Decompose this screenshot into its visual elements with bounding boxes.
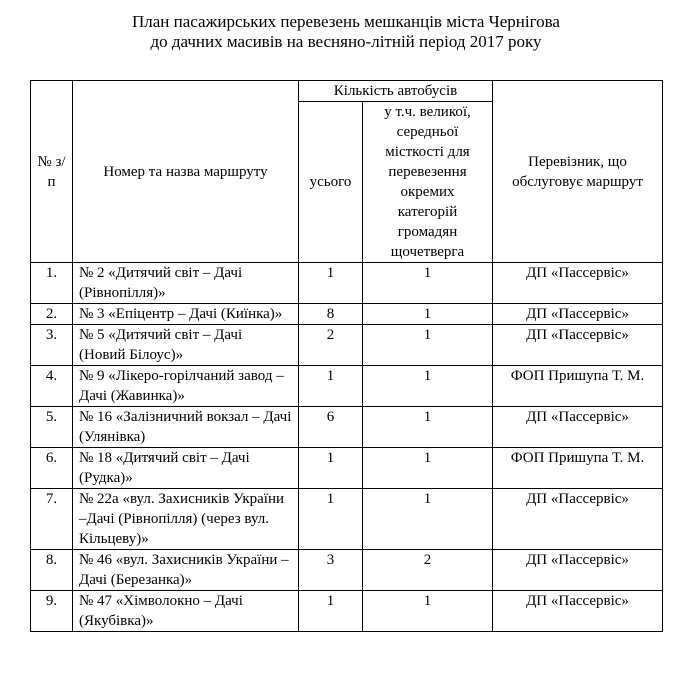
row-large: 1 xyxy=(363,263,493,304)
row-large: 1 xyxy=(363,591,493,632)
row-total: 1 xyxy=(299,489,363,550)
row-carrier: ДП «Пассервіс» xyxy=(493,489,663,550)
row-route: № 47 «Хімволокно – Дачі (Якубівка)» xyxy=(73,591,299,632)
row-num: 2. xyxy=(31,304,73,325)
row-route: № 18 «Дитячий світ – Дачі (Рудка)» xyxy=(73,448,299,489)
row-num: 1. xyxy=(31,263,73,304)
header-num: № з/п xyxy=(31,81,73,263)
table-row xyxy=(31,263,663,304)
table-row xyxy=(31,407,663,448)
table-row xyxy=(31,448,663,489)
row-total: 1 xyxy=(299,366,363,407)
row-large: 1 xyxy=(363,489,493,550)
table-row xyxy=(31,550,663,591)
row-carrier: ДП «Пассервіс» xyxy=(493,325,663,366)
row-total: 2 xyxy=(299,325,363,366)
table-row xyxy=(31,489,663,550)
routes-table xyxy=(30,80,663,632)
row-carrier: ДП «Пассервіс» xyxy=(493,304,663,325)
row-large: 1 xyxy=(363,325,493,366)
header-route: Номер та назва маршруту xyxy=(73,81,299,263)
row-large: 2 xyxy=(363,550,493,591)
row-route: № 46 «вул. Захисників України – Дачі (Березанка)» xyxy=(73,550,299,591)
row-route: № 22а «вул. Захисників України –Дачі (Рівнопілля) (через вул. Кільцеву)» xyxy=(73,489,299,550)
header-large: у т.ч. великої, середньої місткості для перевезення окремих категорій громадян щочетверга xyxy=(363,102,493,263)
row-total: 6 xyxy=(299,407,363,448)
row-carrier: ДП «Пассервіс» xyxy=(493,263,663,304)
row-total: 3 xyxy=(299,550,363,591)
title-line-1: План пасажирських перевезень мешканців міста Чернігова xyxy=(132,12,560,31)
row-num: 9. xyxy=(31,591,73,632)
row-num: 4. xyxy=(31,366,73,407)
row-route: № 16 «Залізничний вокзал – Дачі (Улянівка) xyxy=(73,407,299,448)
row-carrier: ДП «Пассервіс» xyxy=(493,550,663,591)
row-total: 1 xyxy=(299,448,363,489)
row-num: 7. xyxy=(31,489,73,550)
row-large: 1 xyxy=(363,304,493,325)
table-row xyxy=(31,366,663,407)
row-route: № 3 «Епіцентр – Дачі (Киїнка)» xyxy=(73,304,299,325)
row-num: 3. xyxy=(31,325,73,366)
row-large: 1 xyxy=(363,448,493,489)
header-total: усього xyxy=(299,102,363,263)
header-buses-group: Кількість автобусів xyxy=(299,81,493,102)
row-carrier: ДП «Пассервіс» xyxy=(493,407,663,448)
table-row xyxy=(31,304,663,325)
row-route: № 2 «Дитячий світ – Дачі (Рівнопілля)» xyxy=(73,263,299,304)
row-num: 5. xyxy=(31,407,73,448)
title-line-2: до дачних масивів на весняно-літній період 2017 року xyxy=(150,32,542,51)
row-route: № 9 «Лікеро-горілчаний завод – Дачі (Жавинка)» xyxy=(73,366,299,407)
row-total: 1 xyxy=(299,591,363,632)
table-row xyxy=(31,325,663,366)
row-total: 8 xyxy=(299,304,363,325)
header-carrier: Перевізник, що обслуговує маршрут xyxy=(493,81,663,263)
row-carrier: ФОП Пришупа Т. М. xyxy=(493,366,663,407)
row-carrier: ФОП Пришупа Т. М. xyxy=(493,448,663,489)
row-num: 6. xyxy=(31,448,73,489)
row-route: № 5 «Дитячий світ – Дачі (Новий Білоус)» xyxy=(73,325,299,366)
row-num: 8. xyxy=(31,550,73,591)
row-carrier: ДП «Пассервіс» xyxy=(493,591,663,632)
row-large: 1 xyxy=(363,366,493,407)
table-row xyxy=(31,591,663,632)
document-title xyxy=(0,12,692,52)
row-large: 1 xyxy=(363,407,493,448)
row-total: 1 xyxy=(299,263,363,304)
